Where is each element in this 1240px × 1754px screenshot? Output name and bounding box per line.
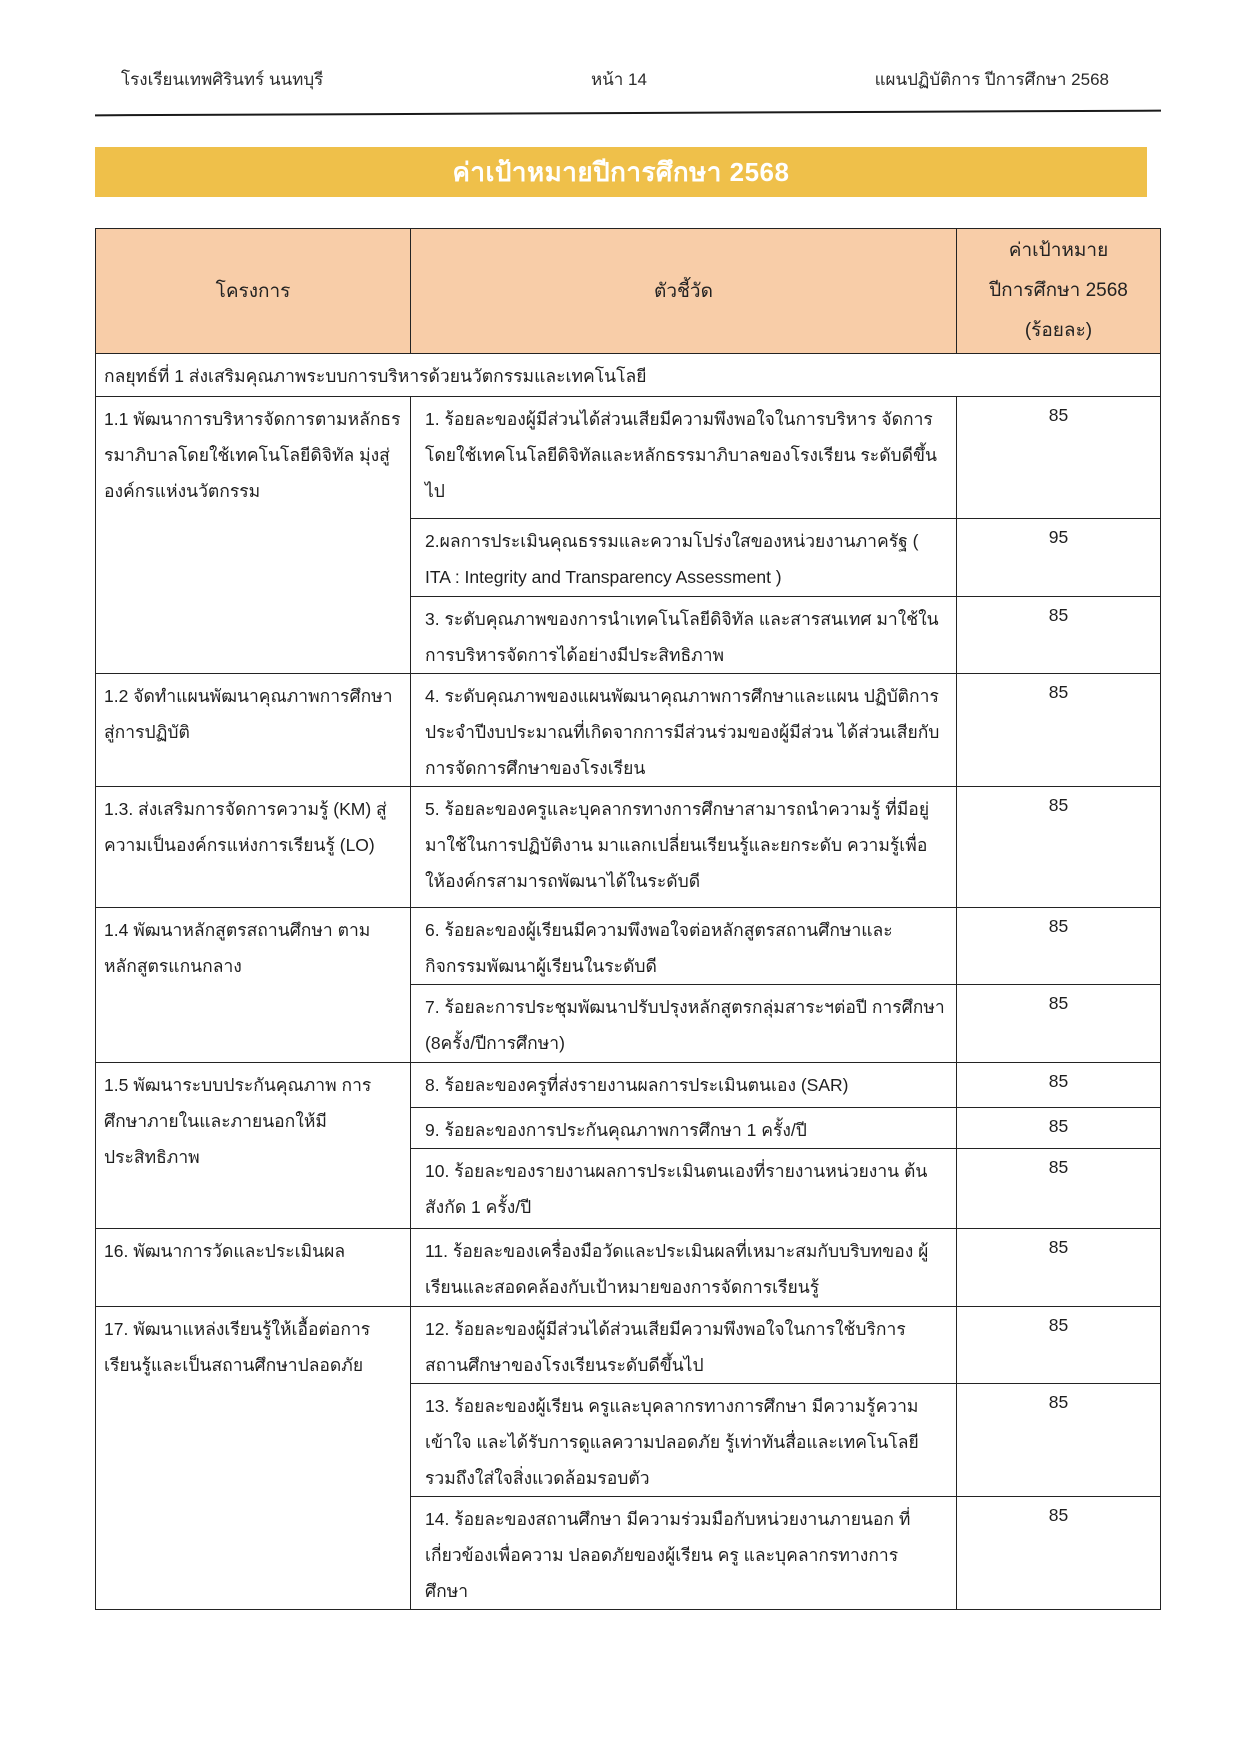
table-row: [96, 1307, 1161, 1384]
col-header-indicator: ตัวชี้วัด: [411, 229, 957, 354]
table-row: [96, 1229, 1161, 1307]
indicator-cell: 5. ร้อยละของครูและบุคลากรทางการศึกษาสามารถนำความรู้ ที่มีอยู่มาใช้ในการปฏิบัติงาน มาแลกเปลี่ยนเรียนรู้และยกระดับ ความรู้เพื่อให้องค์กรสามารถพัฒนาได้ในระดับดี: [411, 787, 957, 908]
target-cell: 85: [957, 597, 1161, 674]
indicator-cell: 10. ร้อยละของรายงานผลการประเมินตนเองที่รายงานหน่วยงาน ต้นสังกัด 1 ครั้ง/ปี: [411, 1149, 957, 1229]
project-cell: 1.5 พัฒนาระบบประกันคุณภาพ การศึกษาภายในและภายนอกให้มี ประสิทธิภาพ: [96, 1063, 411, 1229]
indicator-cell: 7. ร้อยละการประชุมพัฒนาปรับปรุงหลักสูตรกลุ่มสาระฯต่อปี การศึกษา (8ครั้ง/ปีการศึกษา): [411, 985, 957, 1063]
table-row: [96, 1063, 1161, 1108]
table-row: [96, 908, 1161, 985]
indicator-cell: 13. ร้อยละของผู้เรียน ครูและบุคลากรทางการศึกษา มีความรู้ความ เข้าใจ และได้รับการดูแลความปลอดภัย รู้เท่าทันสื่อและเทคโนโลยี รวมถึงใส่ใจสิ่งแวดล้อมรอบตัว: [411, 1384, 957, 1497]
target-cell: 85: [957, 1063, 1161, 1108]
target-cell: 95: [957, 519, 1161, 597]
target-cell: 85: [957, 1149, 1161, 1229]
col-header-project: โครงการ: [96, 229, 411, 354]
col-header-target-line3: (ร้อยละ): [1024, 320, 1093, 341]
indicator-cell: 11. ร้อยละของเครื่องมือวัดและประเมินผลที่เหมาะสมกับบริบทของ ผู้เรียนและสอดคล้องกับเป้าหมายของการจัดการเรียนรู้: [411, 1229, 957, 1307]
document-page: [95, 66, 1161, 1610]
indicator-cell: 14. ร้อยละของสถานศึกษา มีความร่วมมือกับหน่วยงานภายนอก ที่เกี่ยวข้องเพื่อความ ปลอดภัยของผู้เรียน ครู และบุคลากรทางการ ศึกษา: [411, 1497, 957, 1610]
banner-title: ค่าเป้าหมายปีการศึกษา 2568: [452, 156, 790, 187]
targets-table: [95, 228, 1161, 1610]
indicator-cell: 12. ร้อยละของผู้มีส่วนได้ส่วนเสียมีความพึงพอใจในการใช้บริการ สถานศึกษาของโรงเรียนระดับดีขึ้นไป: [411, 1307, 957, 1384]
target-cell: 85: [957, 1108, 1161, 1149]
indicator-cell: 4. ระดับคุณภาพของแผนพัฒนาคุณภาพการศึกษาและแผน ปฏิบัติการประจำปีงบประมาณที่เกิดจากการมีส่วนร่วมของผู้มีส่วน ได้ส่วนเสียกับการจัดการศึกษาของโรงเรียน: [411, 674, 957, 787]
target-cell: 85: [957, 397, 1161, 519]
project-cell: 17. พัฒนาแหล่งเรียนรู้ให้เอื้อต่อการ เรียนรู้และเป็นสถานศึกษาปลอดภัย: [96, 1307, 411, 1610]
target-cell: 85: [957, 1307, 1161, 1384]
project-cell: 1.1 พัฒนาการบริหารจัดการตามหลักธรรมาภิบาลโดยใช้เทคโนโลยีดิจิทัล มุ่งสู่องค์กรแห่งนวัตกรรม: [96, 397, 411, 674]
indicator-cell: 1. ร้อยละของผู้มีส่วนได้ส่วนเสียมีความพึงพอใจในการบริหาร จัดการโดยใช้เทคโนโลยีดิจิทัลและหลักธรรมาภิบาลของโรงเรียน ระดับดีขึ้นไป: [411, 397, 957, 519]
col-header-target-line2: ปีการศึกษา 2568: [989, 280, 1128, 301]
project-cell: 1.3. ส่งเสริมการจัดการความรู้ (KM) สู่ ความเป็นองค์กรแห่งการเรียนรู้ (LO): [96, 787, 411, 908]
target-cell: 85: [957, 908, 1161, 985]
table-row: [96, 787, 1161, 908]
col-header-target-line1: ค่าเป้าหมาย: [1008, 240, 1109, 261]
target-cell: 85: [957, 985, 1161, 1063]
target-cell: 85: [957, 787, 1161, 908]
strategy-heading: กลยุทธ์ที่ 1 ส่งเสริมคุณภาพระบบการบริหารด้วยนวัตกรรมและเทคโนโลยี: [96, 354, 1161, 397]
school-name: โรงเรียนเทพศิรินทร์ นนทบุรี: [121, 70, 324, 89]
indicator-cell: 8. ร้อยละของครูที่ส่งรายงานผลการประเมินตนเอง (SAR): [411, 1063, 957, 1108]
col-header-target: [957, 229, 1161, 354]
target-cell: 85: [957, 1384, 1161, 1497]
project-cell: 16. พัฒนาการวัดและประเมินผล: [96, 1229, 411, 1307]
indicator-cell: 2.ผลการประเมินคุณธรรมและความโปร่งใสของหน่วยงานภาครัฐ ( ITA : Integrity and Transparency Assessment ): [411, 519, 957, 597]
target-cell: 85: [957, 1229, 1161, 1307]
page-number: หน้า 14: [590, 70, 647, 89]
plan-title: แผนปฏิบัติการ ปีการศึกษา 2568: [874, 70, 1109, 89]
header-divider: [95, 110, 1161, 117]
project-cell: 1.4 พัฒนาหลักสูตรสถานศึกษา ตามหลักสูตรแกนกลาง: [96, 908, 411, 1063]
indicator-cell: 9. ร้อยละของการประกันคุณภาพการศึกษา 1 ครั้ง/ปี: [411, 1108, 957, 1149]
project-cell: 1.2 จัดทำแผนพัฒนาคุณภาพการศึกษา สู่การปฏิบัติ: [96, 674, 411, 787]
page-header: [95, 66, 1161, 96]
section-banner: [95, 147, 1147, 197]
table-header-row: [96, 229, 1161, 354]
indicator-cell: 3. ระดับคุณภาพของการนำเทคโนโลยีดิจิทัล และสารสนเทศ มาใช้ในการบริหารจัดการได้อย่างมีประสิทธิภาพ: [411, 597, 957, 674]
target-cell: 85: [957, 674, 1161, 787]
target-cell: 85: [957, 1497, 1161, 1610]
strategy-row: [96, 354, 1161, 397]
indicator-cell: 6. ร้อยละของผู้เรียนมีความพึงพอใจต่อหลักสูตรสถานศึกษาและ กิจกรรมพัฒนาผู้เรียนในระดับดี: [411, 908, 957, 985]
table-row: [96, 397, 1161, 519]
table-row: [96, 674, 1161, 787]
